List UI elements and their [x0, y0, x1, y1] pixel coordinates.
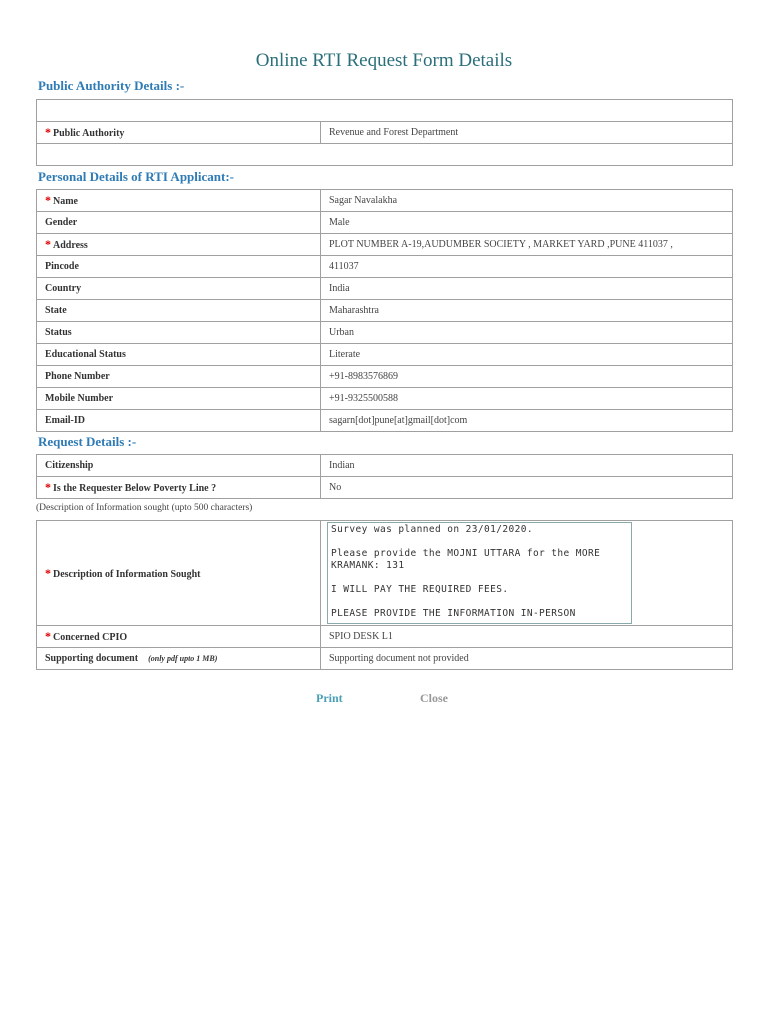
field-label — [37, 366, 321, 388]
close-button[interactable]: Close — [420, 691, 448, 705]
personal-label: Pincode — [45, 261, 79, 272]
table-row — [37, 477, 733, 499]
personal-table — [36, 189, 733, 432]
field-label — [37, 626, 321, 648]
request-table-bottom — [36, 520, 733, 670]
public-authority-value: Revenue and Forest Department — [321, 122, 733, 144]
required-mark: * — [45, 565, 51, 580]
field-label — [37, 256, 321, 278]
description-textarea[interactable]: Survey was planned on 23/01/2020. Please provide the MOJNI UTTARA for the MORE KRAMANK: 131 I WILL PAY THE REQUIRED FEES. PLEASE PROVIDE THE INFORMATION IN-PERSON — [327, 522, 632, 624]
table-row — [37, 256, 733, 278]
description-cell — [321, 521, 733, 626]
bpl-value: No — [321, 477, 733, 499]
personal-value: Sagar Navalakha — [321, 190, 733, 212]
field-label — [37, 410, 321, 432]
table-row — [37, 344, 733, 366]
page-title: Online RTI Request Form Details — [255, 50, 513, 71]
field-label — [37, 300, 321, 322]
required-mark: * — [45, 480, 51, 494]
table-row — [37, 455, 733, 477]
personal-label: Mobile Number — [45, 393, 114, 404]
field-label — [37, 648, 321, 670]
personal-label: Name — [53, 196, 78, 207]
personal-value: Urban — [321, 322, 733, 344]
field-label — [37, 344, 321, 366]
personal-label: State — [45, 305, 67, 316]
personal-value: India — [321, 278, 733, 300]
request-table-top — [36, 454, 733, 499]
description-note: (Description of Information sought (upto 500 characters) — [36, 503, 253, 513]
table-row — [37, 366, 733, 388]
field-label — [37, 477, 321, 499]
personal-value: PLOT NUMBER A-19,AUDUMBER SOCIETY , MARKET YARD ,PUNE 411037 , — [321, 234, 733, 256]
table-row — [37, 322, 733, 344]
personal-value: Male — [321, 212, 733, 234]
doc-value: Supporting document not provided — [321, 648, 733, 670]
doc-label: Supporting document — [45, 653, 139, 664]
table-row — [37, 521, 733, 626]
field-label — [37, 278, 321, 300]
personal-label: Email-ID — [45, 415, 85, 426]
print-button[interactable]: Print — [316, 691, 343, 705]
field-label — [37, 521, 321, 626]
table-row — [37, 190, 733, 212]
public-authority-label: Public Authority — [53, 128, 125, 139]
personal-label: Status — [45, 327, 72, 338]
required-mark: * — [45, 237, 51, 251]
personal-label: Country — [45, 283, 82, 294]
field-label — [37, 212, 321, 234]
table-row — [37, 626, 733, 648]
section-request: Request Details :- — [38, 434, 137, 449]
required-mark: * — [45, 125, 51, 139]
personal-value: +91-9325500588 — [321, 388, 733, 410]
doc-hint: (only pdf upto 1 MB) — [148, 654, 218, 663]
field-label — [37, 190, 321, 212]
personal-label: Phone Number — [45, 371, 110, 382]
table-row — [37, 648, 733, 670]
description-label: Description of Information Sought — [53, 568, 201, 580]
personal-value: Literate — [321, 344, 733, 366]
citizenship-value: Indian — [321, 455, 733, 477]
public-authority-table — [36, 99, 733, 166]
field-label — [37, 234, 321, 256]
bpl-label: Is the Requester Below Poverty Line ? — [53, 483, 217, 494]
table-row — [37, 122, 733, 144]
personal-label: Educational Status — [45, 349, 126, 360]
field-label — [37, 122, 321, 144]
table-row — [37, 212, 733, 234]
empty-row — [37, 100, 733, 122]
field-label — [37, 322, 321, 344]
table-row — [37, 300, 733, 322]
citizenship-label: Citizenship — [37, 455, 321, 477]
section-personal: Personal Details of RTI Applicant:- — [38, 169, 234, 184]
table-row — [37, 388, 733, 410]
empty-row — [37, 144, 733, 166]
personal-value: +91-8983576869 — [321, 366, 733, 388]
personal-label: Gender — [45, 217, 78, 228]
personal-value: sagarn[dot]pune[at]gmail[dot]com — [321, 410, 733, 432]
required-mark: * — [45, 629, 51, 643]
table-row — [37, 410, 733, 432]
cpio-label: Concerned CPIO — [53, 632, 128, 643]
required-mark: * — [45, 193, 51, 207]
personal-value: 411037 — [321, 256, 733, 278]
table-row — [37, 278, 733, 300]
personal-value: Maharashtra — [321, 300, 733, 322]
personal-label: Address — [53, 240, 88, 251]
field-label — [37, 388, 321, 410]
cpio-value: SPIO DESK L1 — [321, 626, 733, 648]
table-row — [37, 234, 733, 256]
section-public-authority: Public Authority Details :- — [38, 78, 185, 93]
